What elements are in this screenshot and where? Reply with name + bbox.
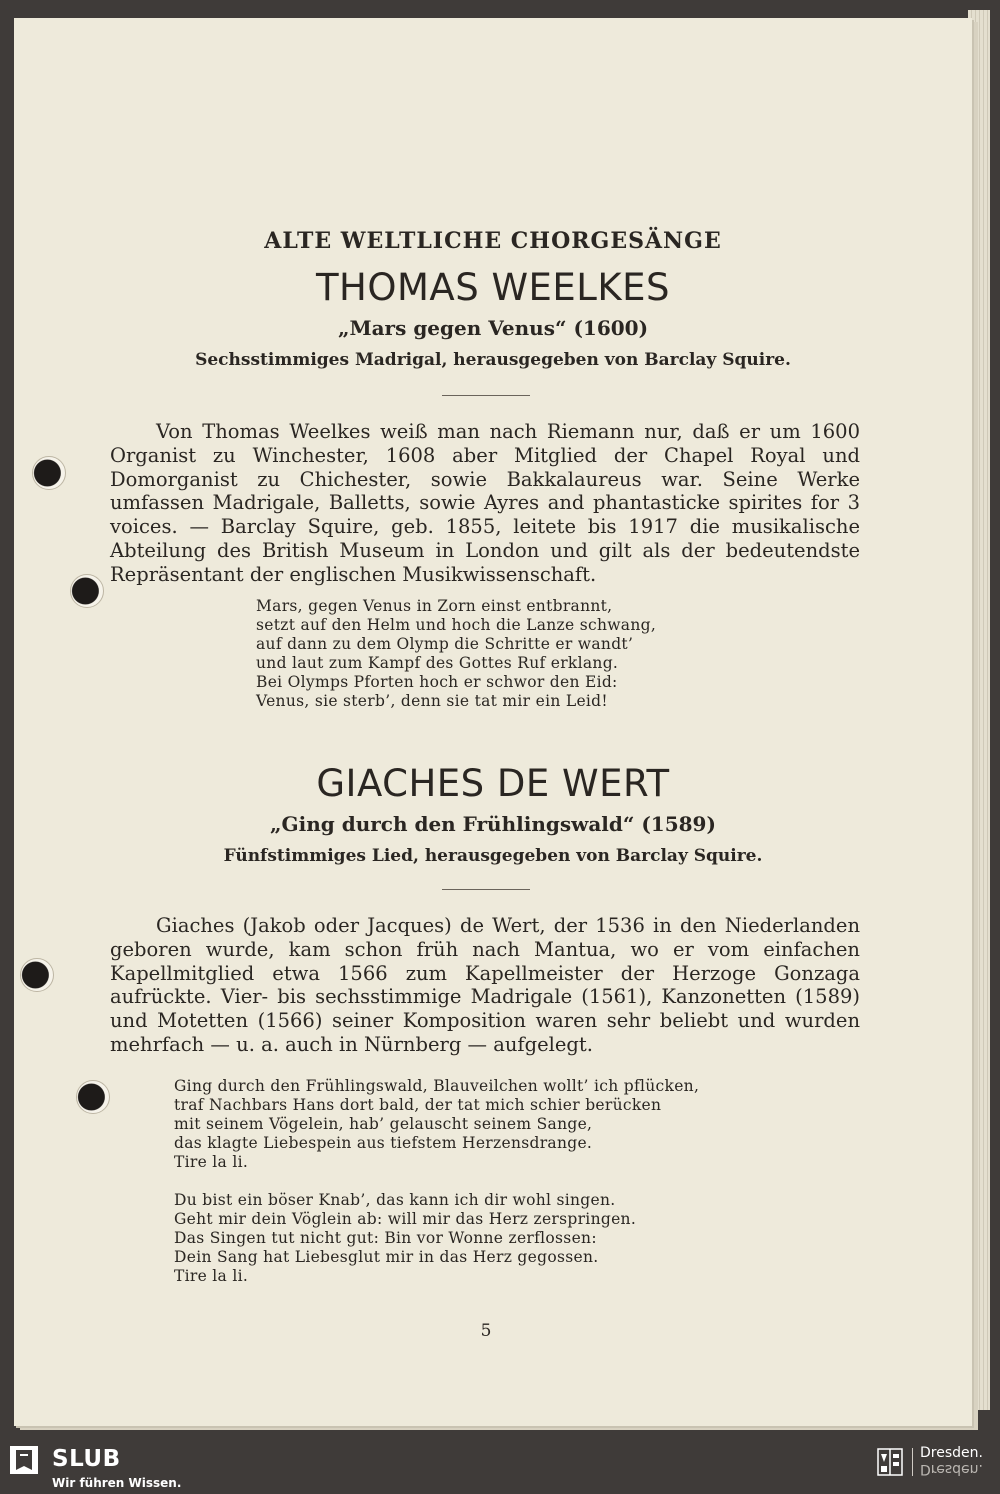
work-title-fruehlingswald: „Ging durch den Frühlingswald“ (1589)	[270, 812, 716, 836]
biography-wert	[110, 914, 860, 1057]
poem-line: Geht mir dein Vöglein ab: will mir das Herz zerspringen.	[174, 1210, 637, 1228]
poem-line: das klagte Liebespein aus tiefstem Herzensdrange.	[174, 1134, 593, 1152]
poem-line: Bei Olymps Pforten hoch er schwor den Eid:	[256, 673, 618, 691]
punch-hole	[32, 456, 66, 490]
biography-wert-text: Giaches (Jakob oder Jacques) de Wert, der 1536 in den Niederlanden geboren wurde, kam schon früh nach Mantua, wo er vom einfachen Kapellmitglied etwa 1566 zum Kapellmeister der Herzoge Gonzaga aufrückte. Vier- bis sechsstimmige Madrigale (1561), Kanzonetten (1589) und Motetten (1566) seiner Komposition waren sehr beliebt und wurden mehrfach — u. a. auch in Nürnberg — aufgelegt.	[110, 914, 860, 1056]
poem-line: auf dann zu dem Olymp die Schritte er wandt’	[256, 635, 634, 653]
page-number: 5	[480, 1321, 492, 1341]
poem-line: Das Singen tut nicht gut: Bin vor Wonne zerflossen:	[174, 1229, 597, 1247]
slub-brand[interactable]: SLUB	[52, 1446, 121, 1472]
section-divider	[442, 395, 530, 396]
punch-hole	[70, 574, 104, 608]
biography-weelkes	[110, 420, 860, 587]
slub-logo-icon	[10, 1446, 38, 1474]
dresden-logo-text[interactable]: Dresden.	[920, 1445, 983, 1461]
section-divider	[442, 889, 530, 890]
poem-mars	[256, 597, 656, 711]
footer-separator	[912, 1448, 913, 1476]
poem-line: Ging durch den Frühlingswald, Blauveilchen wollt’ ich pflücken,	[174, 1077, 700, 1095]
work-subtitle-mars: Sechsstimmiges Madrigal, herausgegeben von Barclay Squire.	[195, 350, 791, 370]
poem-line: Du bist ein böser Knab’, das kann ich dir wohl singen.	[174, 1191, 616, 1209]
poem-line: Mars, gegen Venus in Zorn einst entbrannt,	[256, 597, 613, 615]
work-title-mars: „Mars gegen Venus“ (1600)	[337, 316, 649, 340]
poem-line: setzt auf den Helm und hoch die Lanze schwang,	[256, 616, 657, 634]
composer-heading-weelkes: THOMAS WEELKES	[315, 266, 671, 309]
biography-weelkes-text: Von Thomas Weelkes weiß man nach Riemann nur, daß er um 1600 Organist zu Winchester, 1608 aber Mitglied der Chapel Royal und Domorganist zu Chichester, sowie Bakkalaureus war. Seine Werke umfassen Madrigale, Balletts, sowie Ayres and phantasticke spirites for 3 voices. — Barclay Squire, geb. 1855, leitete bis 1917 die musikalische Abteilung des British Museum in London und gilt als der bedeutendste Repräsentant der englischen Musikwissenschaft.	[110, 420, 860, 586]
slub-tagline: Wir führen Wissen.	[52, 1476, 182, 1490]
dresden-logo-reflection: Dresden.	[920, 1461, 983, 1477]
series-title: ALTE WELTLICHE CHORGESÄNGE	[264, 228, 722, 254]
poem-line: mit seinem Vögelein, hab’ gelauscht seinem Sange,	[174, 1115, 593, 1133]
poem-line: Venus, sie sterb’, denn sie tat mir ein Leid!	[256, 692, 608, 710]
document-page	[14, 18, 972, 1426]
composer-heading-wert: GIACHES DE WERT	[316, 762, 670, 805]
punch-hole	[76, 1080, 110, 1114]
poem-fruehlingswald	[174, 1077, 699, 1286]
poem-line: Tire la li.	[174, 1267, 249, 1285]
dresden-coat-of-arms-icon	[877, 1448, 903, 1476]
poem-line: traf Nachbars Hans dort bald, der tat mich schier berücken	[174, 1096, 662, 1114]
work-subtitle-fruehlingswald: Fünfstimmiges Lied, herausgegeben von Barclay Squire.	[223, 846, 763, 866]
poem-line: und laut zum Kampf des Gottes Ruf erklang.	[256, 654, 619, 672]
poem-line: Tire la li.	[174, 1153, 249, 1171]
stanza-gap	[174, 1172, 699, 1191]
punch-hole	[20, 958, 54, 992]
poem-line: Dein Sang hat Liebesglut mir in das Herz gegossen.	[174, 1248, 599, 1266]
